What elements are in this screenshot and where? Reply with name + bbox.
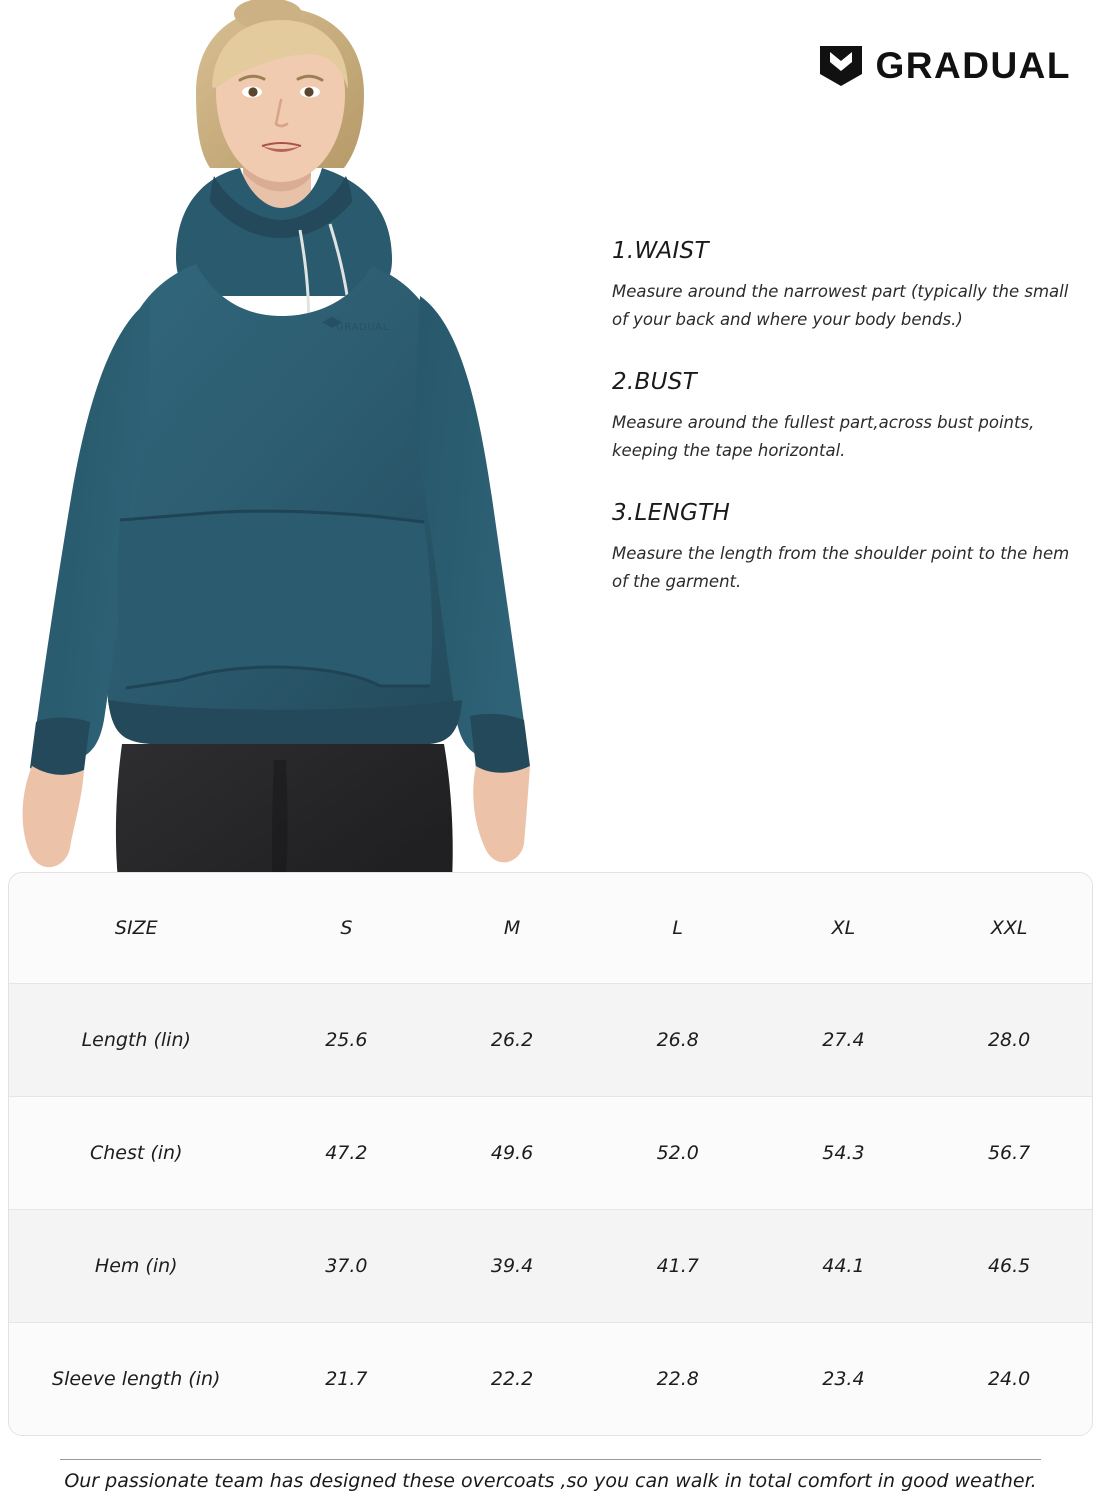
row-value: 54.3 <box>822 1141 865 1164</box>
row-value: 22.2 <box>490 1367 534 1390</box>
row-value: 23.4 <box>822 1367 865 1390</box>
size-chart-table-container <box>8 872 1093 1436</box>
instruction-title: 3.LENGTH <box>612 499 731 526</box>
row-label: Hem (in) <box>94 1254 178 1277</box>
row-value: 46.5 <box>987 1254 1031 1277</box>
brand-name: GRADUAL <box>875 44 1071 86</box>
row-value: 56.7 <box>987 1141 1031 1164</box>
table-header-cell: M <box>503 916 521 939</box>
row-value: 47.2 <box>325 1141 368 1164</box>
row-value: 26.2 <box>490 1028 534 1051</box>
table-header-cell: L <box>672 916 684 939</box>
table-header-row <box>9 873 1092 983</box>
table-header-cell: XXL <box>990 916 1028 939</box>
row-value: 37.0 <box>325 1254 368 1277</box>
instruction-title: 1.WAIST <box>612 238 709 264</box>
row-value: 24.0 <box>987 1367 1031 1390</box>
instruction-waist <box>612 238 1082 335</box>
row-value: 21.7 <box>325 1367 368 1390</box>
row-value: 28.0 <box>987 1028 1031 1051</box>
instruction-body: Measure the length from the shoulder point to the hem of the garment. <box>612 543 1070 591</box>
instruction-body: Measure around the narrowest part (typically the small of your back and where your body bends.) <box>612 282 1069 330</box>
instruction-title: 2.BUST <box>612 368 698 395</box>
kangaroo-pocket <box>118 511 432 688</box>
footer-text: Our passionate team has designed these overcoats ,so you can walk in total comfort in good weather. <box>60 1459 1040 1492</box>
row-value: 22.8 <box>656 1367 699 1390</box>
row-value: 52.0 <box>656 1141 699 1164</box>
table-header-cell: SIZE <box>114 916 158 939</box>
table-row <box>9 1209 1092 1322</box>
instruction-length <box>612 500 1082 597</box>
row-value: 41.7 <box>656 1254 699 1277</box>
table-header-cell: XL <box>831 916 856 939</box>
table-row <box>9 1322 1092 1435</box>
product-photo <box>0 0 580 880</box>
row-label: Sleeve length (in) <box>52 1367 221 1390</box>
size-chart-table <box>9 873 1092 1435</box>
svg-text:GRADUAL: GRADUAL <box>336 322 389 333</box>
brand-logo <box>818 42 1071 88</box>
measurement-instructions <box>612 238 1082 630</box>
row-label: Chest (in) <box>89 1141 183 1164</box>
row-label: Length (lin) <box>81 1028 191 1051</box>
row-value: 44.1 <box>822 1254 865 1277</box>
table-row <box>9 1096 1092 1209</box>
instruction-bust <box>612 369 1082 466</box>
row-value: 39.4 <box>490 1254 534 1277</box>
instruction-body: Measure around the fullest part,across bust points, keeping the tape horizontal. <box>612 412 1035 461</box>
table-row <box>9 983 1092 1096</box>
model-illustration <box>0 0 580 880</box>
row-value: 49.6 <box>490 1141 534 1164</box>
footer <box>0 1459 1101 1492</box>
row-value: 27.4 <box>822 1028 865 1051</box>
row-value: 26.8 <box>656 1028 699 1051</box>
row-value: 25.6 <box>325 1028 368 1051</box>
gradual-chevron-mark-icon <box>818 42 864 88</box>
table-header-cell: S <box>340 916 353 939</box>
